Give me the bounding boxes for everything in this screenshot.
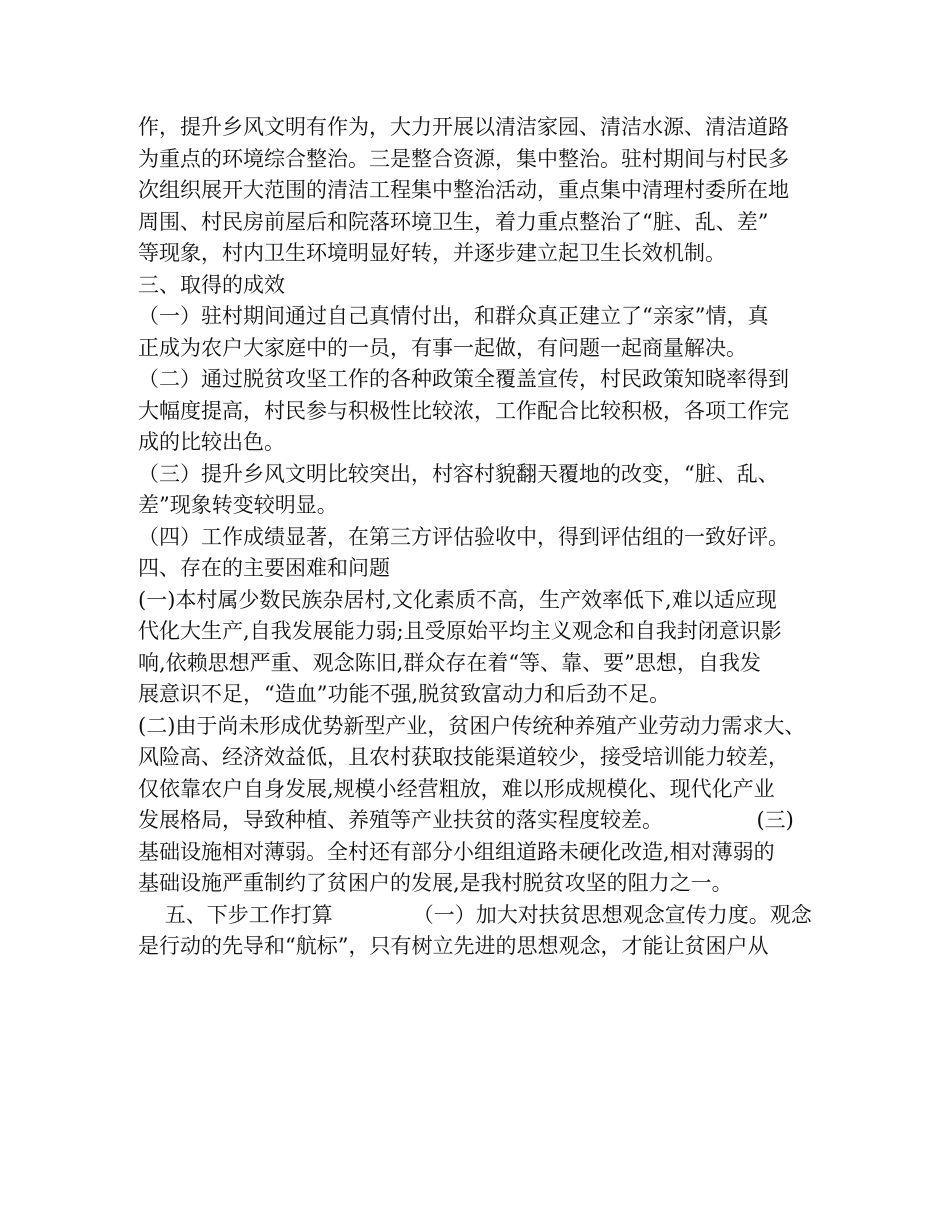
section-heading: 四、存在的主要困难和问题 — [138, 556, 390, 580]
text-line: 仅依靠农户自身发展,规模小经营粗放，难以形成规模化、现代化产业 — [138, 776, 775, 801]
section-heading: 五、下步工作打算 （一）加大对扶贫思想观念宣传力度。观念 — [138, 902, 812, 927]
text-line: 展意识不足，“造血”功能不强,脱贫致富动力和后劲不足。 — [138, 682, 671, 706]
text-line: （二）通过脱贫攻坚工作的各种政策全覆盖宣传，村民政策知晓率得到 — [138, 367, 789, 391]
text-line: 基础设施相对薄弱。全村还有部分小组组道路未硬化改造,相对薄弱的 — [138, 839, 775, 864]
text-line: 是行动的先导和“航标”，只有树立先进的思想观念，才能让贫困户从 — [138, 934, 769, 958]
text-line: （三）提升乡风文明比较突出，村容村貌翻天覆地的改变，“脏、乱、 — [138, 461, 779, 486]
text-line: 基础设施严重制约了贫困户的发展,是我村脱贫攻坚的阻力之一。 — [138, 871, 733, 895]
text-line: 成的比较出色。 — [138, 430, 285, 454]
text-line: 响,依赖思想严重、观念陈旧,群众存在着“等、靠、要”思想，自我发 — [138, 650, 761, 675]
section-heading: 三、取得的成效 — [138, 272, 285, 297]
text-line: 正成为农户大家庭中的一员，有事一起做，有问题一起商量解决。 — [138, 335, 747, 360]
text-line: 风险高、经济效益低，且农村获取技能渠道较少，接受培训能力较差， — [138, 745, 789, 769]
text-line: 等现象，村内卫生环境明显好转，并逐步建立起卫生长效机制。 — [138, 241, 726, 265]
text-line: （四）工作成绩显著，在第三方评估验收中，得到评估组的一致好评。 — [138, 524, 789, 549]
text-line: 大幅度提高，村民参与积极性比较浓，工作配合比较积极，各项工作完 — [138, 398, 789, 423]
body-text — [138, 112, 828, 963]
text-line: (一)本村属少数民族杂居村,文化素质不高，生产效率低下,难以适应现 — [138, 587, 777, 612]
text-line: 次组织展开大范围的清洁工程集中整治活动，重点集中清理村委所在地 — [138, 178, 789, 202]
text-line: 代化大生产,自我发展能力弱;且受原始平均主义观念和自我封闭意识影 — [138, 619, 782, 643]
text-line: 为重点的环境综合整治。三是整合资源，集中整治。驻村期间与村民多 — [138, 146, 789, 171]
text-line: 发展格局，导致种植、养殖等产业扶贫的落实程度较差。 (三) — [138, 808, 794, 832]
text-line: 差”现象转变较明显。 — [138, 493, 338, 517]
text-line: 周围、村民房前屋后和院落环境卫生，着力重点整治了“脏、乱、差” — [138, 209, 769, 234]
text-line: (二)由于尚未形成优势新型产业，贫困户传统种养殖产业劳动力需求大、 — [138, 713, 806, 738]
text-line: （一）驻村期间通过自己真情付出，和群众真正建立了“亲家”情，真 — [138, 304, 769, 328]
text-line: 作，提升乡风文明有作为，大力开展以清洁家园、清洁水源、清洁道路 — [138, 115, 789, 139]
